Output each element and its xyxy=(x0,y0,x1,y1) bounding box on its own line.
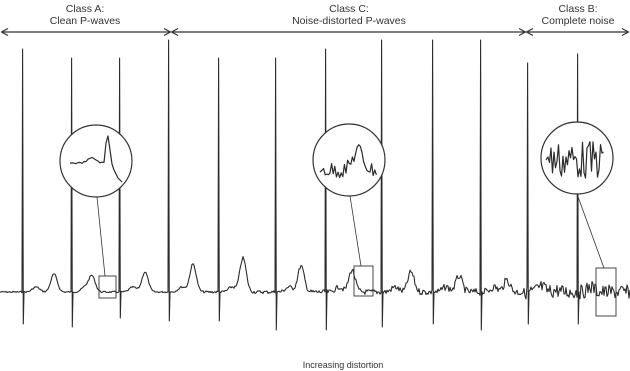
class-a-subtitle: Clean P-waves xyxy=(49,15,121,27)
connector-class-c xyxy=(350,196,361,266)
class-c-subtitle: Noise-distorted P-waves xyxy=(292,15,406,27)
magnifier-class-a xyxy=(60,125,132,197)
class-b-subtitle: Complete noise xyxy=(541,15,615,27)
class-b-title: Class B: xyxy=(558,3,598,15)
distortion-caption: Increasing distortion xyxy=(302,360,384,370)
class-c-title: Class C: xyxy=(329,3,369,15)
class-a-title: Class A: xyxy=(65,3,105,15)
connector-class-b xyxy=(577,194,604,268)
connector-class-a xyxy=(97,197,105,276)
zoom-box-class-a xyxy=(99,276,116,298)
magnifier-class-c xyxy=(313,124,385,196)
